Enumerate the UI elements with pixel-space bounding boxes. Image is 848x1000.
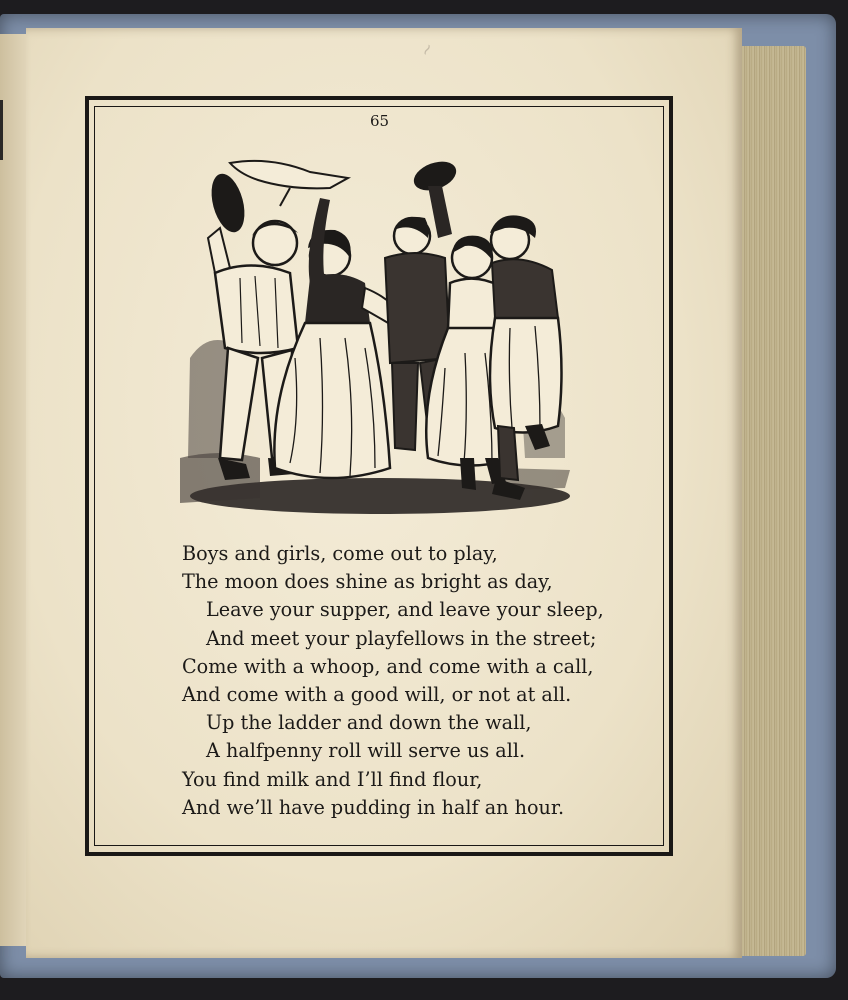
poem-line: The moon does shine as bright as day, <box>182 570 553 594</box>
poem-line: And meet your playfellows in the street; <box>206 626 597 650</box>
poem-line: Come with a whoop, and come with a call, <box>182 654 594 678</box>
poem-line: You find milk and I’ll find flour, <box>182 767 483 791</box>
left-page-mark <box>0 100 3 160</box>
poem-line: And come with a good will, or not at all. <box>182 683 572 707</box>
poem-line: Boys and girls, come out to play, <box>182 542 498 565</box>
poem-line: And we’ll have pudding in half an hour. <box>182 795 565 819</box>
poem-line: Up the ladder and down the wall, <box>206 711 532 735</box>
pencil-mark-icon: ~ <box>415 38 439 61</box>
page-number: 65 <box>370 112 390 130</box>
children-dancing-woodcut-icon <box>180 158 580 523</box>
poem <box>182 540 652 822</box>
poem-line: Leave your supper, and leave your sleep, <box>206 598 604 622</box>
poem-line: A halfpenny roll will serve us all. <box>206 739 526 763</box>
